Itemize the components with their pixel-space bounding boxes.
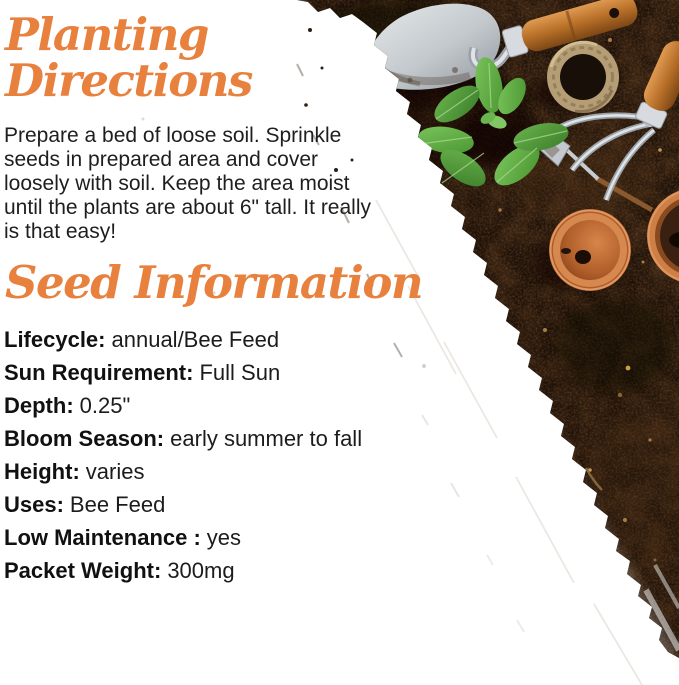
seed-info-value: annual/Bee Feed	[111, 327, 280, 352]
seed-info-value: 300mg	[167, 558, 235, 583]
seed-info-label: Lifecycle:	[4, 327, 106, 352]
seed-info-label: Low Maintenance :	[4, 525, 201, 550]
seed-info-value: early summer to fall	[170, 426, 363, 451]
seed-info-row-sun-requirement	[4, 356, 362, 389]
seed-info-row-height	[4, 455, 362, 488]
peat-pot-ring	[547, 41, 619, 113]
seed-info-value: 0.25"	[79, 393, 131, 418]
seed-info-row-bloom-season	[4, 422, 362, 455]
seed-info-label: Bloom Season:	[4, 426, 165, 451]
seed-information-title: Seed Information	[5, 256, 423, 309]
seed-info-label: Height:	[4, 459, 80, 484]
seed-info-row-low-maintenance	[4, 521, 362, 554]
planting-directions-title: Planting Directions	[5, 8, 252, 107]
planting-directions-body: Prepare a bed of loose soil. Sprinkle seeds in prepared area and cover loosely with soil. Keep the area moist until the plants are about 6" tall. It really is that easy!	[4, 124, 371, 243]
seed-info-row-packet-weight	[4, 554, 362, 587]
seed-info-label: Uses:	[4, 492, 64, 517]
seed-info-row-depth	[4, 389, 362, 422]
seed-info-label: Depth:	[4, 393, 74, 418]
seed-information-list	[4, 323, 362, 587]
seed-info-value: varies	[85, 459, 145, 484]
seed-info-row-lifecycle	[4, 323, 362, 356]
terracotta-pot	[549, 209, 631, 291]
seed-info-label: Sun Requirement:	[4, 360, 194, 385]
seed-info-label: Packet Weight:	[4, 558, 162, 583]
seed-info-row-uses	[4, 488, 362, 521]
seed-info-value: Bee Feed	[69, 492, 166, 517]
seed-info-value: Full Sun	[199, 360, 281, 385]
seed-info-value: yes	[206, 525, 242, 550]
